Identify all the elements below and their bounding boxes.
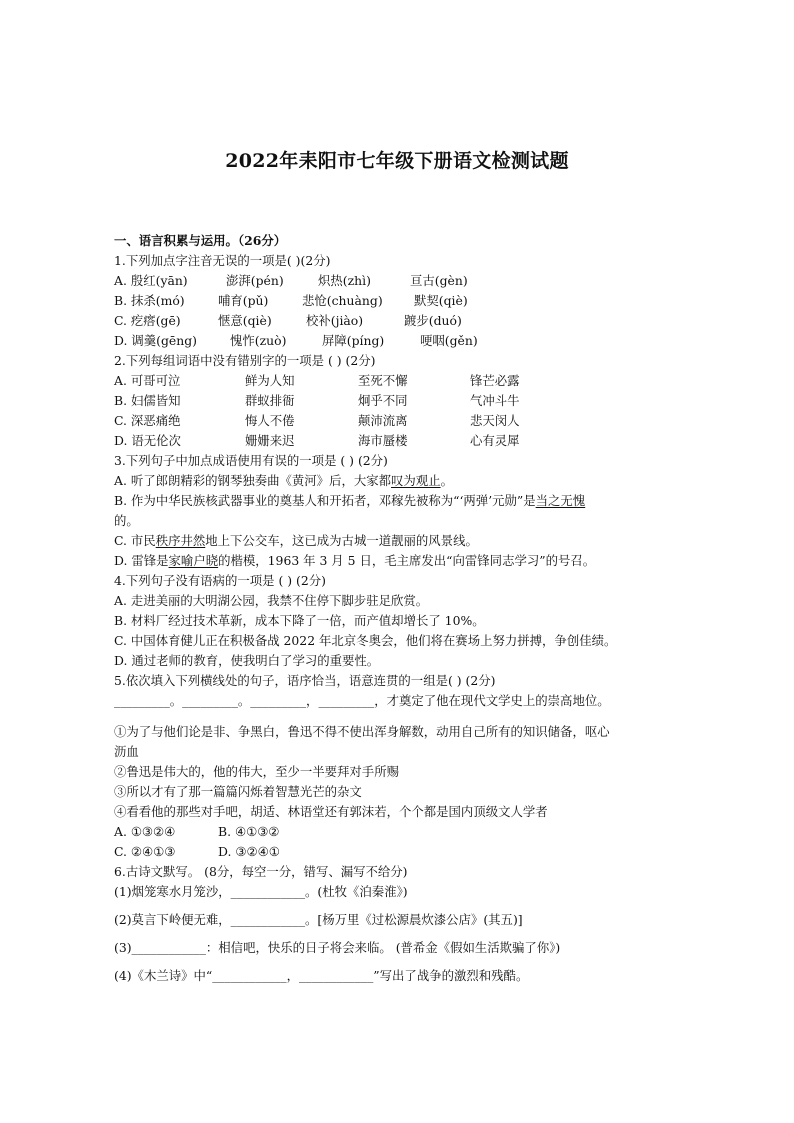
q5-option-d: D. ③②④① (218, 844, 280, 859)
q3-c-end: 地上下公交车，这已成为古城一道靓丽的风景线。 (205, 533, 478, 548)
q3-d-text: D. 雷锋是 (114, 553, 169, 568)
q6-item-1: (1)烟笼寒水月笼沙，____________。(杜牧《泊秦淮》) (114, 884, 408, 899)
q1-stem: 1.下列加点字注音无误的一项是( )(2分) (114, 253, 331, 268)
q2-a-4: 锋芒必露 (470, 373, 520, 388)
q5-stem: 5.依次填入下列横线处的句子，语序恰当，语意连贯的一组是( ) (2分) (114, 673, 496, 688)
q3-stem: 3.下列句子中加点成语使用有误的一项是 ( ) (2分) (114, 453, 388, 468)
q4-option-c: C. 中国体育健儿正在积极备战 2022 年北京冬奥会，他们将在赛场上努力拼搏，争创佳绩。 (114, 633, 617, 648)
q1-b-2: 哺育(pǔ) (218, 293, 269, 308)
q1-a-4: 亘古(gèn) (410, 273, 468, 288)
q5-sentence-3: ③所以才有了那一篇篇闪烁着智慧光芒的杂文 (114, 784, 362, 799)
q2-d-1: D. 语无伦次 (114, 433, 181, 448)
q5-options-cd (114, 844, 280, 860)
q2-d-3: 海市蜃楼 (358, 433, 408, 448)
q1-a-1: A. 殷红(yān) (114, 273, 188, 288)
q1-d-3: 屏障(píng) (322, 333, 385, 348)
q2-a-1: A. 可哥可泣 (114, 373, 181, 388)
q1-option-a (114, 273, 468, 289)
q2-c-3: 颠沛流离 (358, 413, 408, 428)
q1-b-4: 默契(qiè) (414, 293, 468, 308)
q6-item-4: (4)《木兰诗》中“____________，____________”写出了战争的激烈和残酷。 (114, 968, 529, 983)
q2-option-b (114, 393, 520, 409)
q3-b-idiom: 当之无愧 (535, 493, 586, 508)
q1-option-d (114, 333, 478, 349)
q3-option-a (114, 473, 453, 489)
q4-option-d: D. 通过老师的教育，使我明白了学习的重要性。 (114, 653, 380, 668)
q2-b-1: B. 妇儒皆知 (114, 393, 181, 408)
q2-stem: 2.下列每组词语中没有错别字的一项是 ( ) (2分) (114, 353, 376, 368)
q1-option-c (114, 313, 462, 329)
page-title: 2022年耒阳市七年级下册语文检测试题 (225, 150, 569, 172)
q2-c-1: C. 深恶痛绝 (114, 413, 181, 428)
q1-option-b (114, 293, 468, 309)
q1-a-3: 炽热(zhì) (318, 273, 371, 288)
q1-c-2: 惬意(qiè) (218, 313, 272, 328)
q2-d-4: 心有灵犀 (470, 433, 520, 448)
q2-option-a (114, 373, 520, 389)
q5-options-ab (114, 824, 279, 840)
q4-option-a: A. 走进美丽的大明湖公园，我禁不住停下脚步驻足欣赏。 (114, 593, 429, 608)
q1-d-4: 哽咽(gěn) (420, 333, 478, 348)
q3-a-end: 。 (440, 473, 453, 488)
q3-a-idiom: 叹为观止 (391, 473, 441, 488)
q6-stem: 6.古诗文默写。 (8分，每空一分，错写、漏写不给分) (114, 864, 408, 879)
q2-b-3: 炯乎不同 (358, 393, 408, 408)
q2-option-c (114, 413, 520, 429)
q4-stem: 4.下列句子没有语病的一项是 ( ) (2分) (114, 573, 326, 588)
q3-option-d (114, 553, 595, 569)
q5-blank-line: _________。_________。_________，_________，才奠定了他在现代文学史上的崇高地位。 (114, 693, 610, 708)
q2-b-2: 群蚁排衙 (245, 393, 295, 408)
q1-c-1: C. 疙瘩(gē) (114, 313, 181, 328)
section-heading: 一、语言积累与运用。（26分） (114, 233, 287, 248)
q2-b-4: 气冲斗牛 (470, 393, 520, 408)
q2-option-d (114, 433, 520, 449)
q5-sentence-1-cont: 沥血 (114, 744, 139, 759)
q3-c-text: C. 市民 (114, 533, 156, 548)
q6-item-3: (3)____________：相信吧，快乐的日子将会来临。 (普希金《假如生活欺骗了你》) (114, 940, 561, 955)
q1-d-1: D. 调羹(gēng) (114, 333, 197, 348)
q5-sentence-2: ②鲁迅是伟大的，他的伟大，至少一半要拜对手所赐 (114, 764, 399, 779)
q5-option-b: B. ④①③② (218, 824, 280, 839)
q1-c-3: 校补(jiào) (306, 313, 364, 328)
q4-option-b: B. 材料厂经过技术革新，成本下降了一倍，而产值却增长了 10%。 (114, 613, 485, 628)
q3-option-b-cont: 的。 (114, 513, 139, 528)
q6-item-2: (2)莫言下岭便无难，____________。[杨万里《过松源晨炊漆公店》(其五)] (114, 912, 523, 927)
q5-sentence-1: ①为了与他们论是非、争黑白，鲁迅不得不使出浑身解数，动用自己所有的知识储备，呕心 (114, 724, 610, 739)
q3-b-text: B. 作为中华民族核武器事业的奠基人和开拓者，邓稼先被称为“‘两弹’元勋”是 (114, 493, 536, 508)
q5-sentence-4: ④看看他的那些对手吧，胡适、林语堂还有郭沫若，个个都是国内顶级文人学者 (114, 804, 548, 819)
q1-b-3: 悲怆(chuàng) (302, 293, 383, 308)
q3-d-idiom: 家喻户晓 (168, 553, 219, 568)
q3-option-b (114, 493, 585, 509)
q1-d-2: 愧怍(zuò) (230, 333, 287, 348)
q1-a-2: 澎湃(pén) (226, 273, 284, 288)
q2-c-4: 悲天闵人 (470, 413, 520, 428)
q2-d-2: 姗姗来迟 (245, 433, 295, 448)
q1-c-4: 踱步(duó) (404, 313, 462, 328)
q3-a-text: A. 听了郎朗精彩的钢琴独奏曲《黄河》后，大家都 (114, 473, 392, 488)
q1-b-1: B. 抹杀(mó) (114, 293, 185, 308)
q3-option-c (114, 533, 478, 549)
q5-option-c: C. ②④①③ (114, 844, 176, 859)
q2-a-3: 至死不懈 (358, 373, 408, 388)
q3-d-end: 的楷模，1963 年 3 月 5 日，毛主席发出“向雷锋同志学习”的号召。 (218, 553, 596, 568)
q2-a-2: 鲜为人知 (245, 373, 295, 388)
q3-c-idiom: 秩序井然 (155, 533, 206, 548)
q5-option-a: A. ①③②④ (114, 824, 176, 839)
q2-c-2: 悔人不倦 (245, 413, 295, 428)
